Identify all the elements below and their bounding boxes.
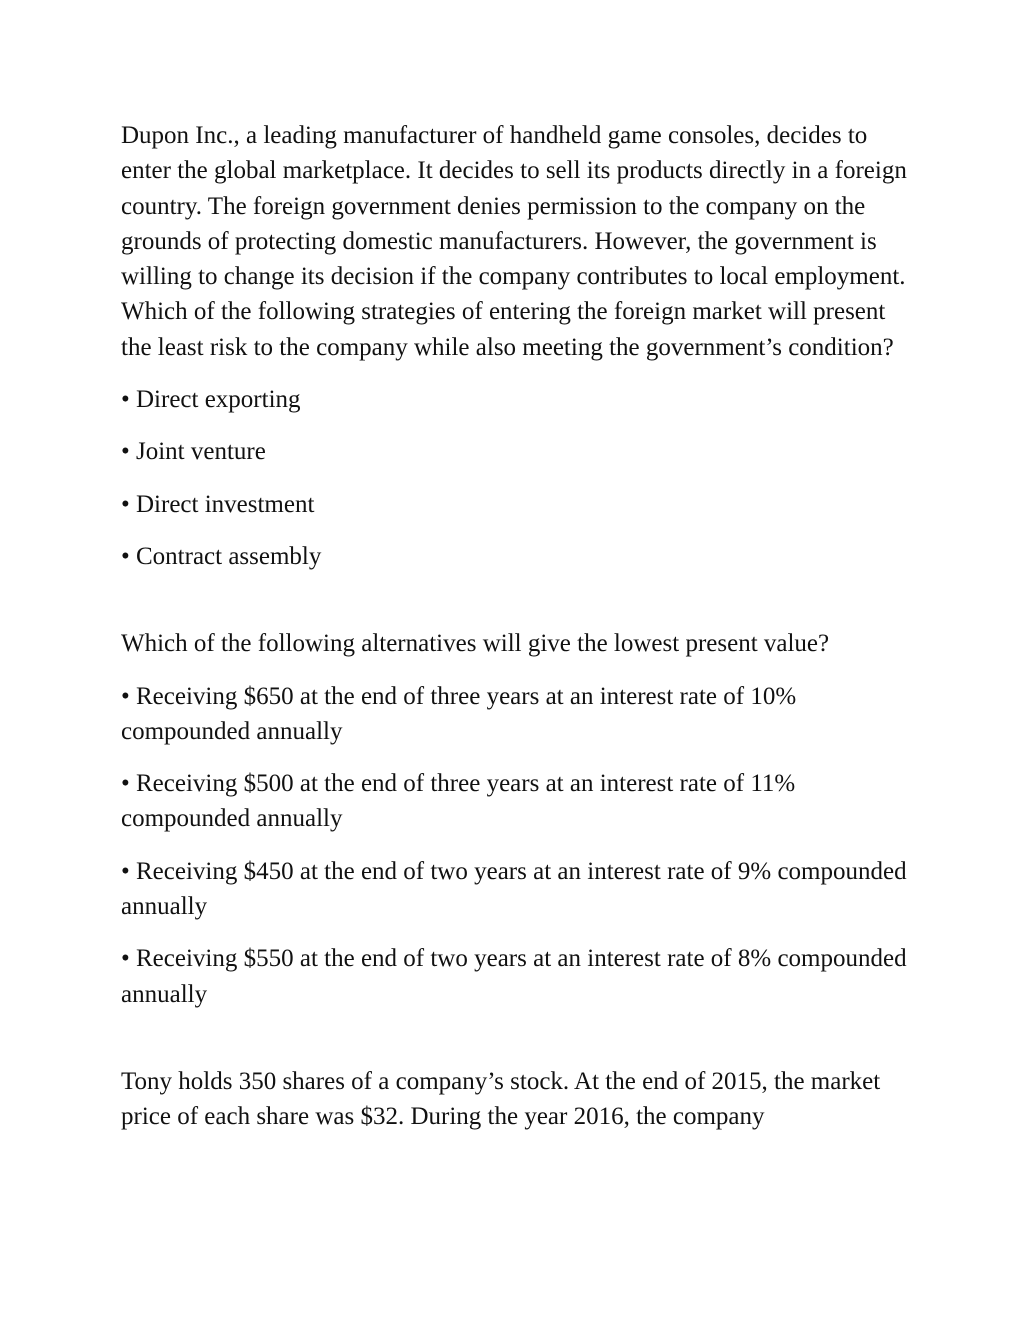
document-content	[121, 118, 911, 1135]
question-2-option-2: • Receiving $500 at the end of three years at an interest rate of 11% compounded annually	[121, 770, 796, 833]
question-1-option-3: • Direct investment	[121, 490, 315, 518]
question-1-option-2: • Joint venture	[121, 438, 266, 466]
question-1	[121, 118, 911, 574]
question-3-stem: Tony holds 350 shares of a company’s stock. At the end of 2015, the market price of each share was $32. During the year 2016, the company	[121, 1067, 881, 1131]
question-1-option-4: • Contract assembly	[121, 542, 322, 570]
question-3	[121, 1064, 911, 1135]
question-1-stem: Dupon Inc., a leading manufacturer of handheld game consoles, decides to enter the global marketplace. It decides to sell its products directly in a foreign country. The foreign government denies permission to the company on the grounds of protecting domestic manufacturers. However, the government is willing to change its decision if the company contributes to local employment. Which of the following strategies of entering the foreign market will present the least risk to the company while also meeting the government’s condition?	[121, 122, 907, 361]
question-1-option-1: • Direct exporting	[121, 386, 301, 414]
question-2-option-3: • Receiving $450 at the end of two years at an interest rate of 9% compounded annually	[121, 857, 907, 921]
question-2-option-1: • Receiving $650 at the end of three years at an interest rate of 10% compounded annually	[121, 682, 797, 745]
question-2-option-4: • Receiving $550 at the end of two years at an interest rate of 8% compounded annually	[121, 945, 907, 1008]
question-2	[121, 626, 911, 1012]
question-2-stem: Which of the following alternatives will give the lowest present value?	[121, 630, 830, 658]
